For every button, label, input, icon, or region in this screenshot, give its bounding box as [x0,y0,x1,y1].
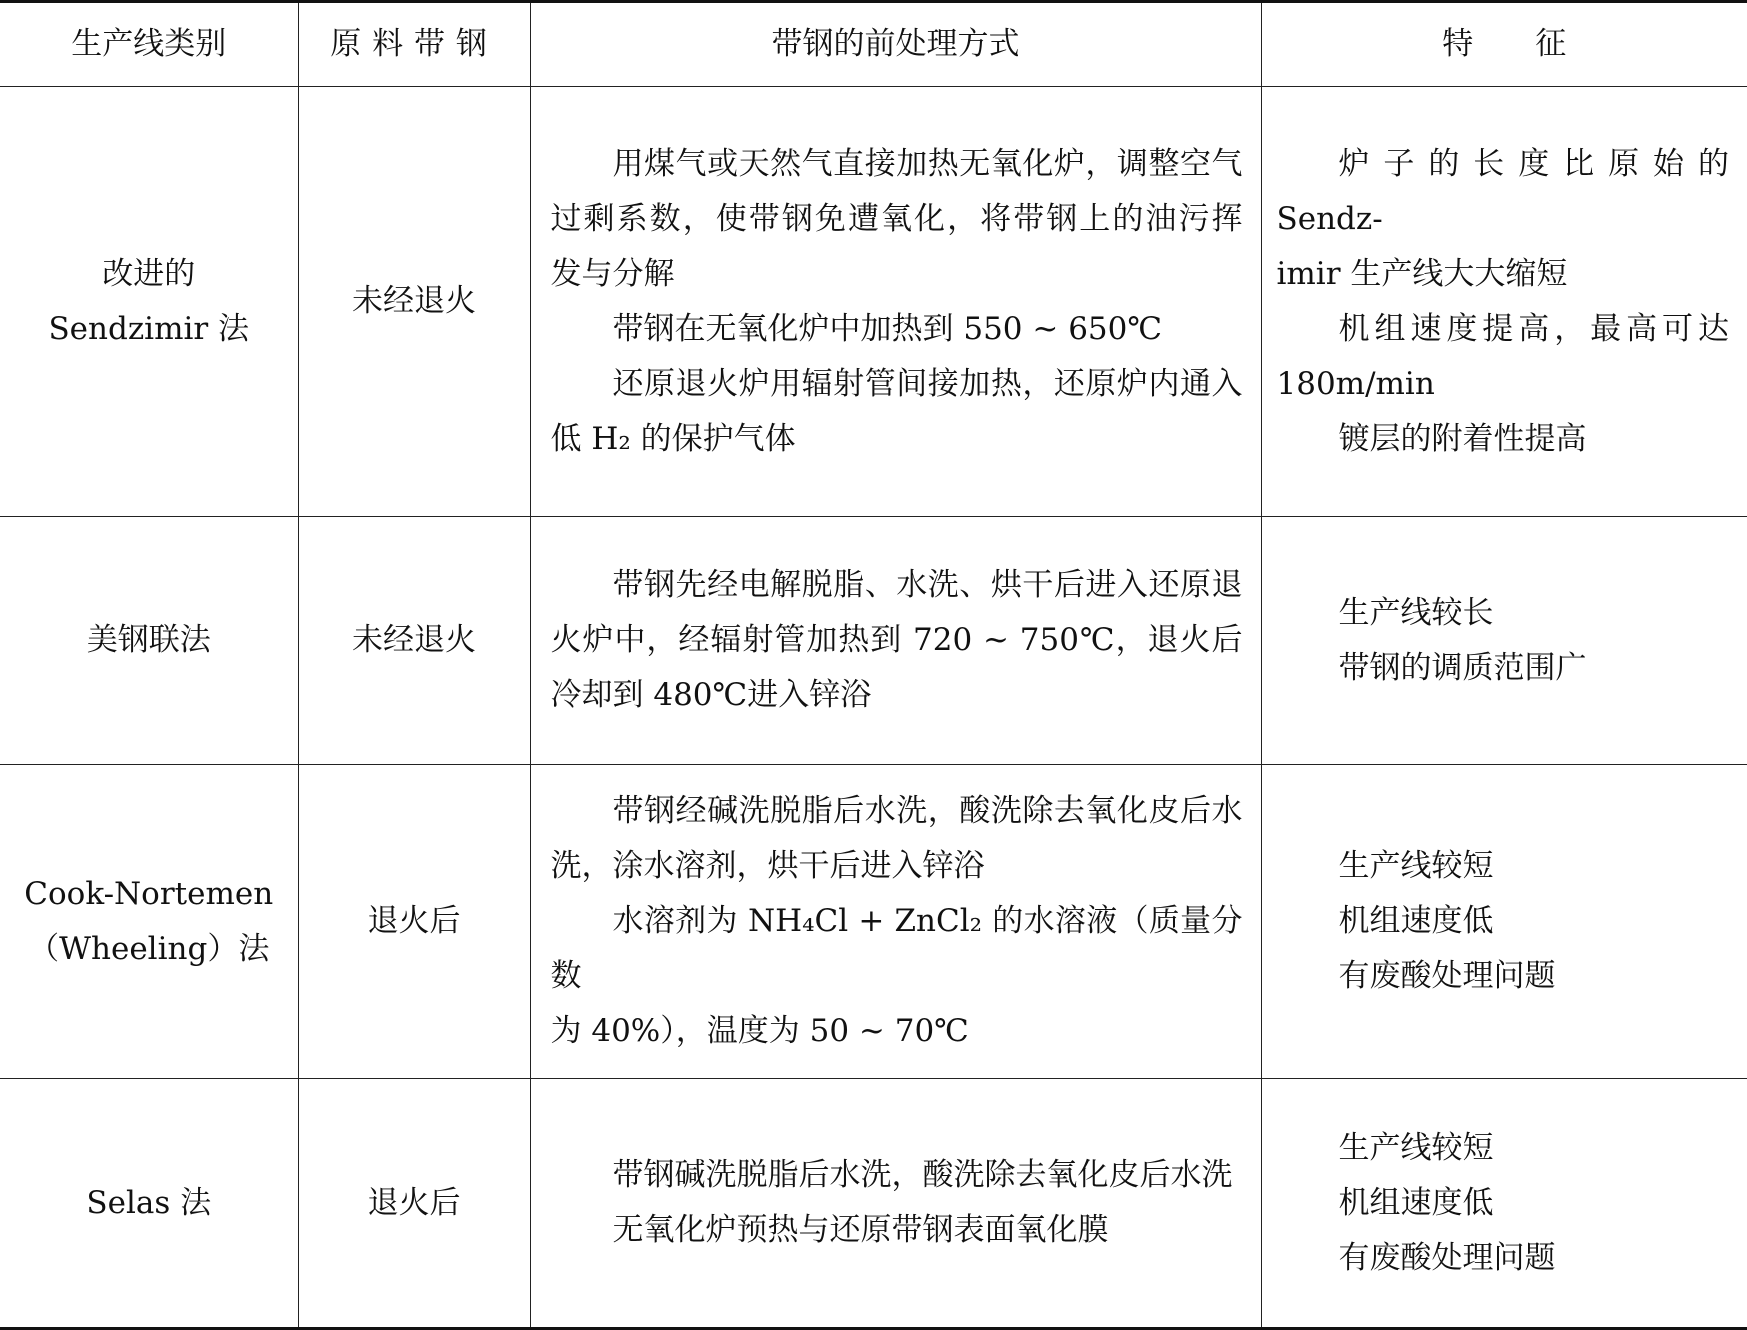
process-line: 无氧化炉预热与还原带钢表面氧化膜 [612,1212,1109,1248]
process-line: 洗，涂水溶剂，烘干后进入锌浴 [550,848,985,884]
process-line: 过剩系数，使带钢免遭氧化，将带钢上的油污挥 [550,200,1243,237]
table-row [0,765,1747,1079]
process-line: 带钢先经电解脱脂、水洗、烘干后进入还原退 [612,567,1243,603]
feature-line: 180m/min [1276,365,1435,402]
table-row [0,517,1747,765]
table-row [0,87,1747,517]
feature-line: 有废酸处理问题 [1338,958,1556,994]
line-type-cell [0,517,298,765]
process-line: 带钢经碱洗脱脂后水洗，酸洗除去氧化皮后水 [612,793,1243,829]
feature-line: 有废酸处理问题 [1338,1239,1556,1276]
line-type-text: （Wheeling）法 [28,930,270,967]
line-type-text: 改进的 [102,255,196,292]
header-feature: 特 征 [1261,2,1747,87]
feature-line: 生产线较长 [1338,594,1494,631]
feature-line: 带钢的调质范围广 [1338,649,1587,686]
feature-cell [1261,1079,1747,1329]
pretreatment-cell [530,1079,1261,1329]
feature-line: 机组速度低 [1338,1184,1494,1221]
feature-cell [1261,87,1747,517]
header-line-type: 生产线类别 [0,2,298,87]
pretreatment-cell [530,765,1261,1079]
header-row [0,2,1747,87]
process-line: 带钢在无氧化炉中加热到 550 ~ 650℃ [612,310,1163,347]
process-line: 低 H₂ 的保护气体 [550,420,796,457]
feature-line: 镀层的附着性提高 [1338,420,1587,457]
process-line: 还原退火炉用辐射管间接加热，还原炉内通入 [612,365,1243,402]
pretreatment-cell [530,87,1261,517]
raw-strip-cell: 退火后 [298,1079,530,1329]
process-line: 带钢碱洗脱脂后水洗，酸洗除去氧化皮后水洗 [612,1157,1233,1193]
process-line: 用煤气或天然气直接加热无氧化炉，调整空气 [612,145,1243,182]
feature-line: 生产线较短 [1338,848,1494,884]
pretreatment-cell [530,517,1261,765]
feature-line: 炉子的长度比原始的 Sendz- [1276,145,1729,237]
process-line: 冷却到 480℃进入锌浴 [550,677,872,713]
process-line: 水溶剂为 NH₄Cl + ZnCl₂ 的水溶液（质量分数 [550,903,1243,994]
feature-cell [1261,517,1747,765]
process-line: 发与分解 [550,255,675,292]
process-line: 火炉中，经辐射管加热到 720 ~ 750℃，退火后 [550,622,1243,658]
line-type-text: 美钢联法 [86,622,211,658]
raw-strip-cell: 未经退火 [298,87,530,517]
feature-line: imir 生产线大大缩短 [1276,255,1568,292]
line-type-cell [0,1079,298,1329]
feature-line: 机组速度低 [1338,903,1494,939]
feature-line: 机组速度提高，最高可达 [1338,310,1729,347]
line-type-cell [0,765,298,1079]
line-type-text: Selas 法 [86,1184,212,1221]
line-type-cell [0,87,298,517]
line-type-text: Sendzimir 法 [48,310,250,347]
feature-line: 生产线较短 [1338,1129,1494,1166]
feature-cell [1261,765,1747,1079]
process-line: 为 40%），温度为 50 ~ 70℃ [550,1013,969,1049]
raw-strip-cell: 未经退火 [298,517,530,765]
table-row [0,1079,1747,1329]
header-raw-strip: 原料带钢 [298,2,530,87]
raw-strip-cell: 退火后 [298,765,530,1079]
line-type-text: Cook-Nortemen [24,875,274,912]
header-pretreatment: 带钢的前处理方式 [530,2,1261,87]
